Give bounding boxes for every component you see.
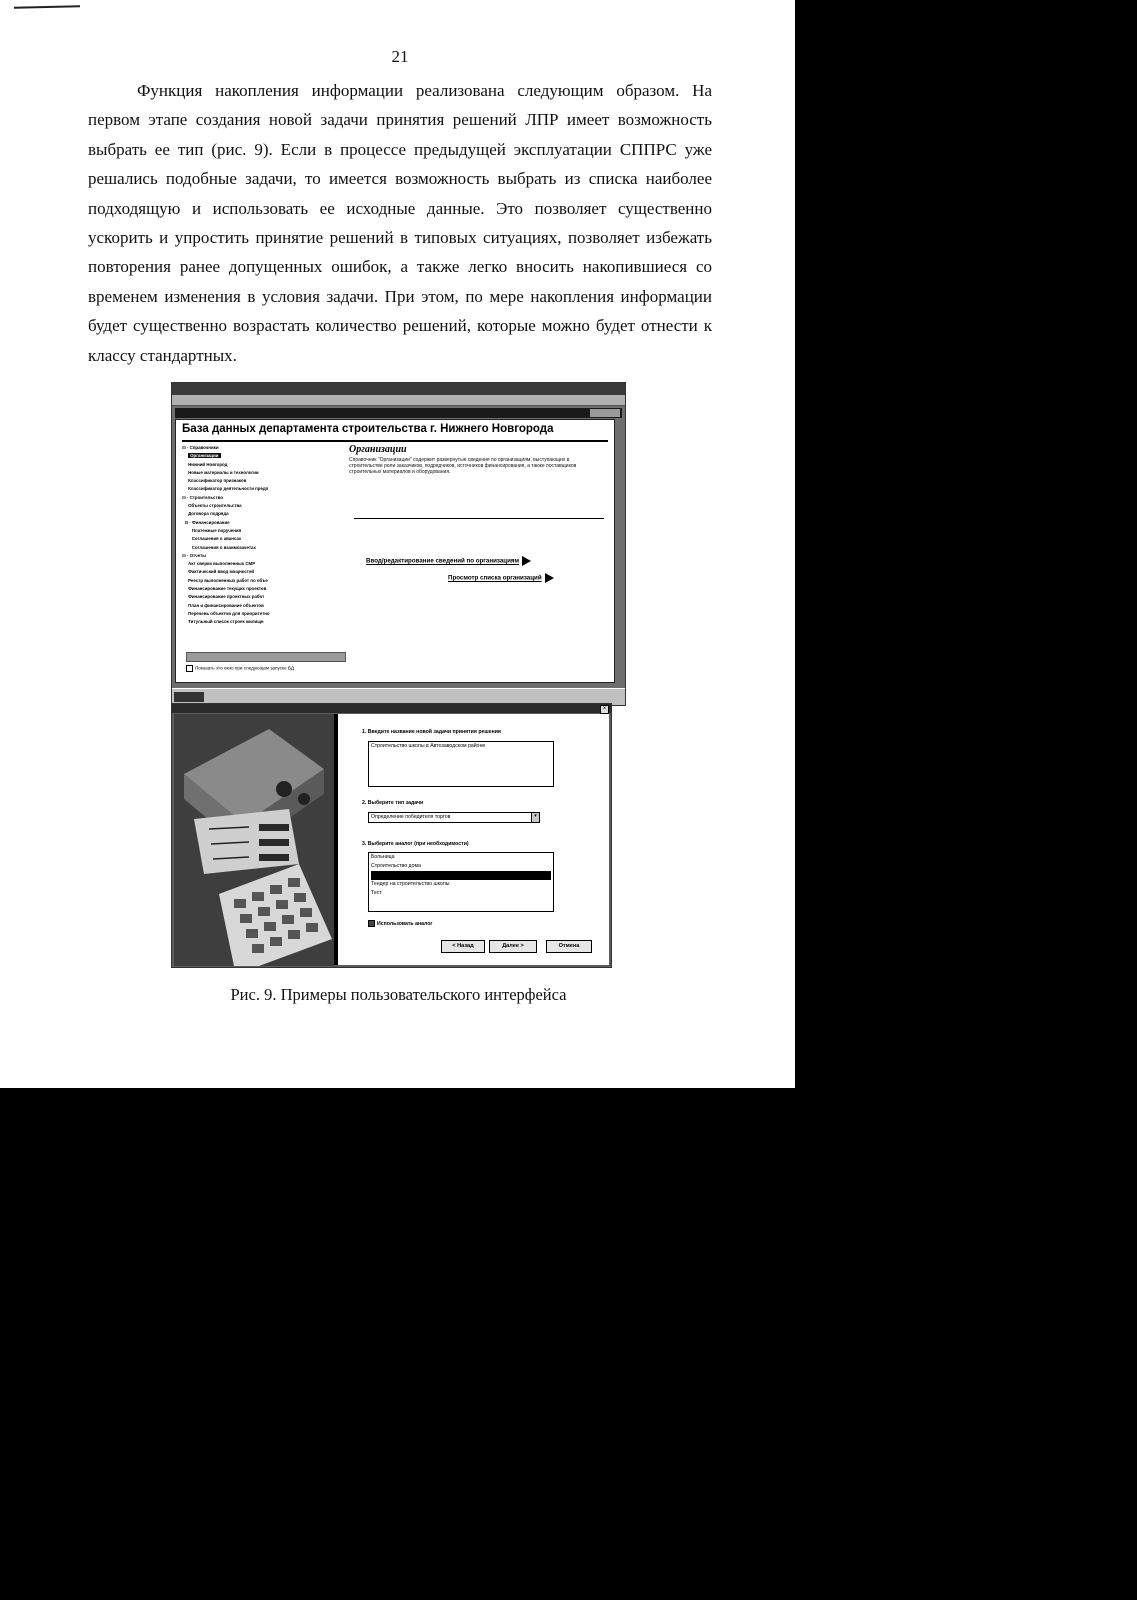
database-header: База данных департамента строительства г. Нижнего Новгорода <box>182 423 608 442</box>
arrow-right-icon <box>522 556 531 566</box>
step1-label: 1. Введите название новой задачи принятия решения <box>362 729 501 735</box>
tree-node[interactable]: Перечень объектов для приоритетно <box>182 610 270 616</box>
tree-node[interactable]: Реестр выполненных работ по объе <box>182 577 268 583</box>
edit-organizations-link-label: Ввод/редактирование сведений по организациям <box>366 557 520 565</box>
paragraph: Функция накопления информации реализована следующим образом. На первом этапе создания новой задачи принятия решений ЛПР имеет возможность выбрать ее тип (рис. 9). Если в процессе предыдущей эксплуатации СППРС уже решались подобные задачи, то имеется возможность выбрать из списка наиболее подходящую и использовать ее исходные данные. Это позволяет существенно ускорить и упростить принятие решений в типовых ситуациях, позволяет избежать повторения ранее допущенных ошибок, а также легко вносить накопившиеся со временем изменения в условия задачи. При этом, по мере накопления информации будет существенно возрастать количество решений, которые можно будет отнести к классу стандартных. <box>88 81 712 365</box>
body-text <box>88 76 712 370</box>
scanned-page <box>0 0 795 1088</box>
start-button[interactable] <box>174 692 204 702</box>
analog-list-item[interactable]: Тендер на строительство школы <box>371 881 450 887</box>
navigation-tree <box>182 444 350 664</box>
section-description: Справочник "Организации" содержит развернутые сведения по организациям, выступающих в строительстве роли заказчиков, подрядчиков, источников финансирования, а также поставщиков строительных материалов и оборудования. <box>349 457 577 475</box>
tree-node[interactable]: Платежные поручения <box>182 527 242 533</box>
wizard-panel <box>334 714 609 965</box>
tree-node[interactable]: ⊟ · Отчеты <box>182 552 206 558</box>
tree-node[interactable]: Объекты строительства <box>182 503 242 509</box>
step2-label: 2. Выберите тип задачи <box>362 800 424 806</box>
task-type-value: Определение победителя торгов <box>371 814 451 820</box>
wizard-illustration <box>174 714 334 966</box>
tree-node[interactable]: Титульный список строек жилищн <box>182 619 264 625</box>
checkbox-icon <box>186 665 193 672</box>
tree-node[interactable]: Финансирование проектных работ <box>182 594 265 600</box>
next-button[interactable]: Далее > <box>489 940 537 953</box>
analog-list-item[interactable]: Тест <box>371 890 382 896</box>
tree-node[interactable]: Финансирование текущих проектов <box>182 586 267 592</box>
calculator-illustration <box>174 714 334 966</box>
scan-mark <box>14 5 80 8</box>
section-title: Организации <box>349 444 407 455</box>
step3-label: 3. Выберите аналог (при необходимости) <box>362 841 469 847</box>
analog-list-item[interactable]: Больница <box>371 854 395 860</box>
analog-list-item[interactable] <box>371 871 551 880</box>
divider <box>354 518 604 519</box>
tree-node[interactable]: Соглашения о авансах <box>182 536 242 542</box>
view-organizations-link[interactable] <box>448 573 554 583</box>
tree-node[interactable] <box>182 452 350 460</box>
back-button[interactable]: < Назад <box>441 940 485 953</box>
tree-node-selected: Организации <box>190 453 219 459</box>
database-window-screenshot <box>171 382 626 706</box>
chevron-down-icon: ▾ <box>531 813 539 822</box>
figure-caption: Рис. 9. Примеры пользовательского интерфейса <box>230 985 567 1004</box>
window-buttons <box>590 409 620 417</box>
inner-title-bar <box>175 408 622 418</box>
tree-node[interactable]: ⊟ · Строительство <box>182 494 223 500</box>
wizard-title-bar <box>172 704 611 713</box>
task-wizard-screenshot <box>171 703 612 968</box>
cancel-button[interactable]: Отмена <box>546 940 592 953</box>
horizontal-scrollbar[interactable] <box>186 652 346 662</box>
analog-list[interactable] <box>368 852 554 912</box>
task-name-value: Строительство школы в Автозаводском районе <box>371 743 486 749</box>
tree-node[interactable]: Классификатор деятельности предп <box>182 486 269 492</box>
tree-node[interactable]: Новые материалы и технологии <box>182 469 259 475</box>
tree-node[interactable]: ⊟ · Справочники <box>182 445 219 450</box>
startup-checkbox[interactable] <box>186 665 294 672</box>
section-panel <box>349 444 608 564</box>
tree-node[interactable]: Договора подряда <box>182 511 229 517</box>
tree-node[interactable]: Нижний Новгород <box>182 461 228 467</box>
tree-node[interactable]: Классификатор признаков <box>182 478 247 484</box>
page-number: 21 <box>391 47 409 66</box>
use-analog-label: Использовать аналог <box>377 920 433 927</box>
startup-checkbox-label: Показать это окно при следующем запуске БД <box>195 665 295 671</box>
close-icon[interactable]: × <box>600 705 609 714</box>
edit-organizations-link[interactable] <box>366 556 531 566</box>
tree-node[interactable]: План и финансирование объектов <box>182 602 264 608</box>
analog-list-item[interactable]: Строительство дома <box>371 863 421 869</box>
tree-node[interactable]: Акт сверки выполненных СМР <box>182 561 256 567</box>
tree-node[interactable]: Фактический ввод мощностей <box>182 569 255 575</box>
database-window <box>175 419 615 683</box>
menu-bar <box>172 395 625 406</box>
task-name-input[interactable] <box>368 741 554 787</box>
checkbox-icon <box>368 920 375 927</box>
task-type-select[interactable] <box>368 812 540 823</box>
use-analog-checkbox[interactable] <box>368 920 433 927</box>
view-organizations-link-label: Просмотр списка организаций <box>448 574 542 582</box>
scan-margin-bottom <box>0 1088 1137 1600</box>
tree-node[interactable]: Соглашения о взаимозачетах <box>182 544 256 550</box>
arrow-right-icon <box>545 573 554 583</box>
outer-title-bar <box>172 383 625 395</box>
tree-node[interactable]: ⊟ · Финансирование <box>182 519 230 525</box>
